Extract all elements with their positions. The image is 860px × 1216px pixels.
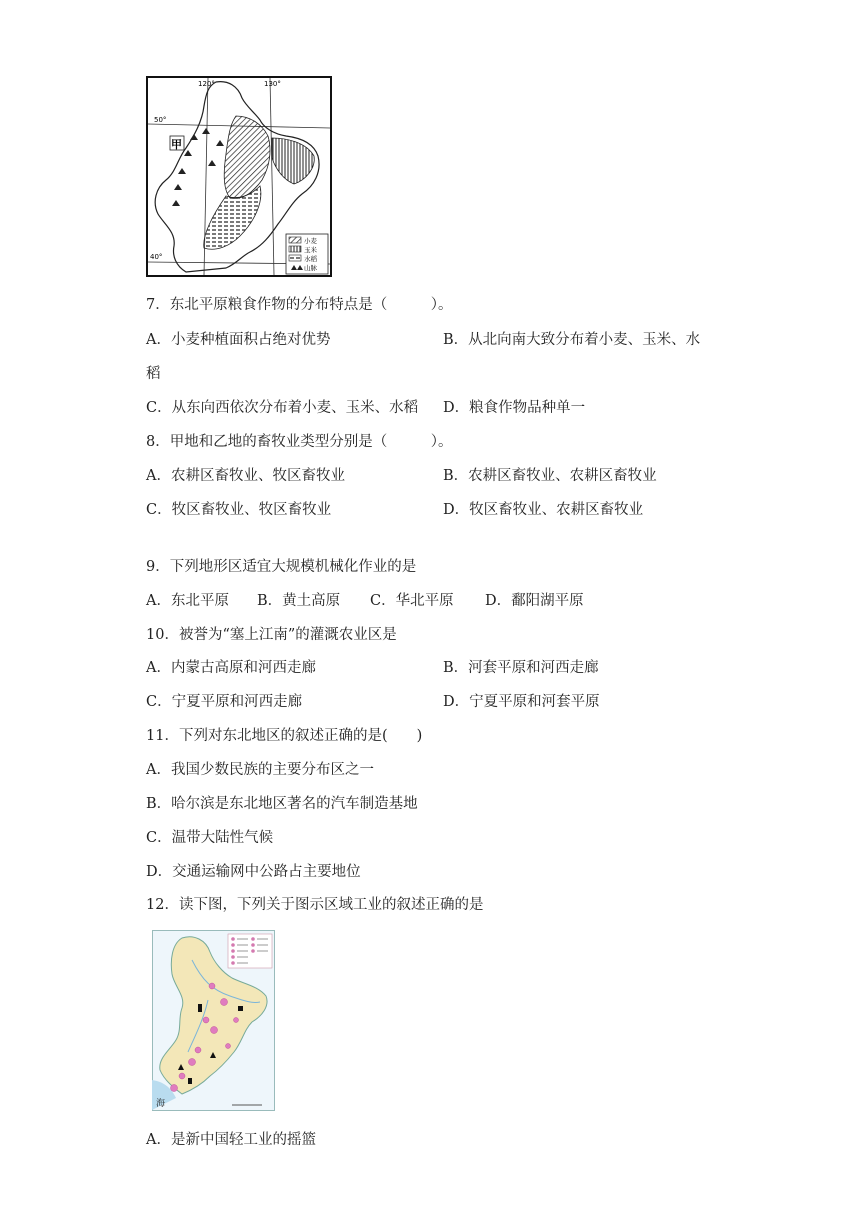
question-8-option-c: C．牧区畜牧业、牧区畜牧业 bbox=[146, 502, 332, 518]
question-7-option-b: B．从北向南大致分布着小麦、玉米、水 bbox=[443, 332, 701, 348]
lat-label: 40° bbox=[150, 253, 163, 261]
question-9-option-a: A．东北平原 bbox=[146, 593, 229, 609]
question-7-stem: 7．东北平原粮食作物的分布特点是（ ）。 bbox=[146, 297, 453, 313]
lon-label: 120° bbox=[198, 80, 215, 88]
crop-distribution-map bbox=[146, 76, 332, 277]
question-11-option-b: B．哈尔滨是东北地区著名的汽车制造基地 bbox=[146, 796, 418, 812]
industry-map bbox=[152, 930, 275, 1111]
question-8-option-a: A．农耕区畜牧业、牧区畜牧业 bbox=[146, 468, 345, 484]
legend-label: 玉米 bbox=[304, 246, 317, 254]
question-12-stem: 12．读下图，下列关于图示区域工业的叙述正确的是 bbox=[146, 897, 484, 913]
question-7-option-a: A．小麦种植面积占绝对优势 bbox=[146, 332, 331, 348]
question-9-stem: 9．下列地形区适宜大规模机械化作业的是 bbox=[146, 559, 417, 575]
legend-label: 山脉 bbox=[304, 264, 317, 272]
question-7-option-b-cont: 稻 bbox=[146, 366, 161, 382]
map-legend bbox=[286, 234, 328, 274]
lat-label: 50° bbox=[154, 116, 167, 124]
question-9-option-d: D．鄱阳湖平原 bbox=[485, 593, 584, 609]
question-10-option-b: B．河套平原和河西走廊 bbox=[443, 660, 599, 676]
legend-label: 水稻 bbox=[304, 255, 317, 263]
question-9-option-b: B．黄土高原 bbox=[257, 593, 341, 609]
legend-label: 小麦 bbox=[304, 237, 317, 245]
question-11-stem: 11．下列对东北地区的叙述正确的是( ) bbox=[146, 728, 423, 744]
question-9-option-c: C．华北平原 bbox=[370, 593, 454, 609]
question-10-stem: 10．被誉为“塞上江南”的灌溉农业区是 bbox=[146, 627, 397, 643]
question-8-option-d: D．牧区畜牧业、农耕区畜牧业 bbox=[443, 502, 644, 518]
question-10-option-a: A．内蒙古高原和河西走廊 bbox=[146, 660, 316, 676]
question-8-stem: 8．甲地和乙地的畜牧业类型分别是（ ）。 bbox=[146, 434, 453, 450]
question-11-option-a: A．我国少数民族的主要分布区之一 bbox=[146, 762, 374, 778]
question-10-option-d: D．宁夏平原和河套平原 bbox=[443, 694, 600, 710]
question-10-option-c: C．宁夏平原和河西走廊 bbox=[146, 694, 303, 710]
question-11-option-d: D．交通运输网中公路占主要地位 bbox=[146, 864, 361, 880]
question-7-option-c: C．从东向西依次分布着小麦、玉米、水稻 bbox=[146, 400, 419, 416]
question-12-option-a: A．是新中国轻工业的摇篮 bbox=[146, 1132, 316, 1148]
question-11-option-c: C．温带大陆性气候 bbox=[146, 830, 274, 846]
lon-label: 130° bbox=[264, 80, 281, 88]
location-label-jia: 甲 bbox=[171, 138, 182, 151]
question-7-option-d: D．粮食作物品种单一 bbox=[443, 400, 586, 416]
question-8-option-b: B．农耕区畜牧业、农耕区畜牧业 bbox=[443, 468, 657, 484]
sea-label: 海 bbox=[156, 1099, 166, 1109]
